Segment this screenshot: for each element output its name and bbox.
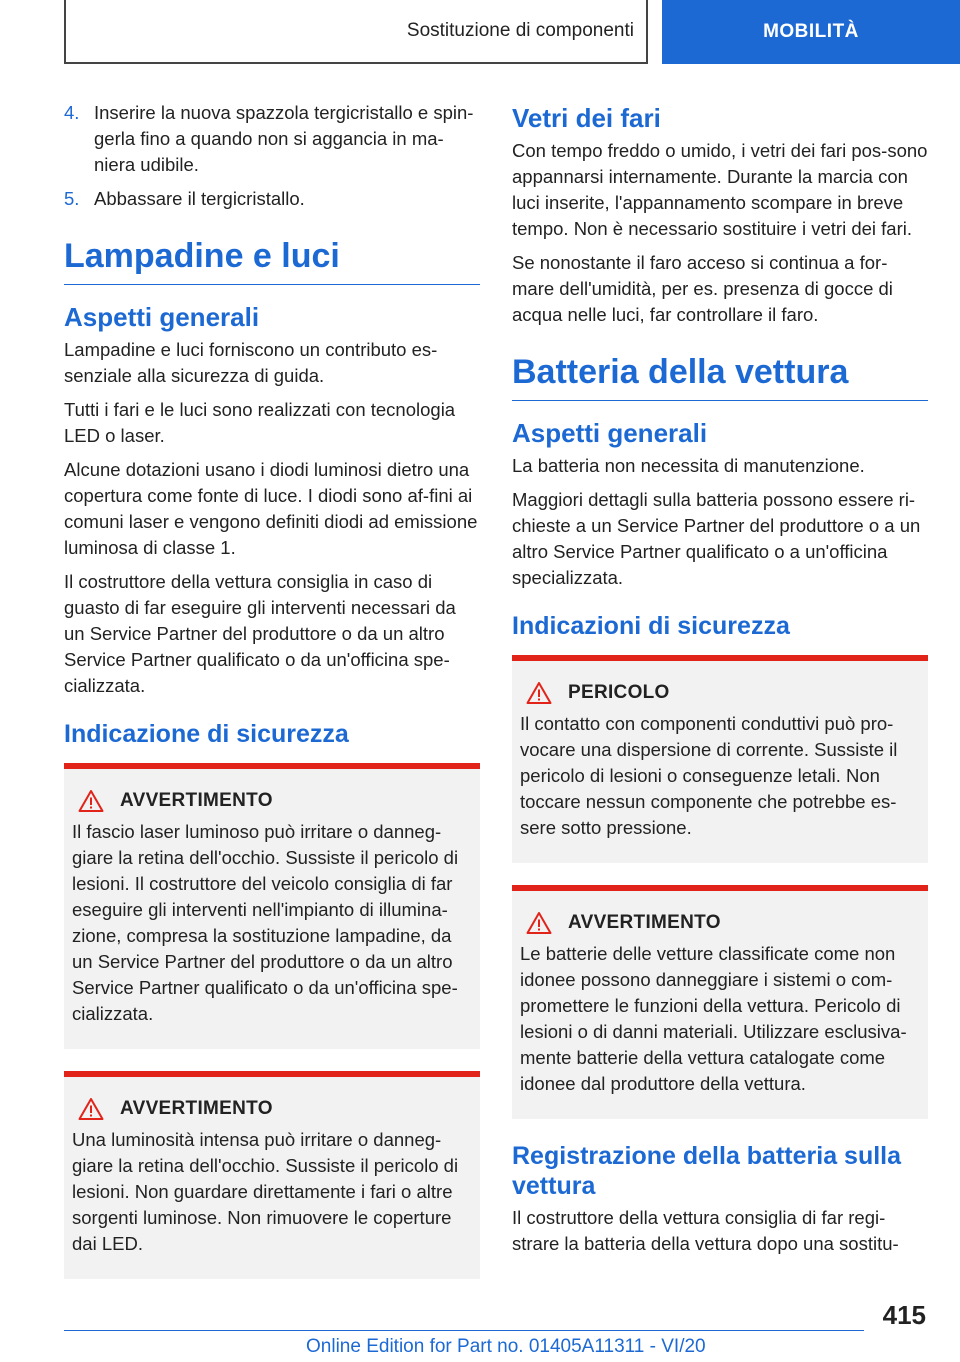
section-heading-batteria: Batteria della vettura bbox=[512, 350, 928, 401]
paragraph: Tutti i fari e le luci sono realizzati con tecnologia LED o laser. bbox=[64, 399, 456, 446]
paragraph: Il costruttore della vettura consiglia di far regi-strare la batteria della vettura dopo una sostitu- bbox=[512, 1207, 899, 1254]
warning-title: PERICOLO bbox=[568, 682, 670, 703]
warning-title: AVVERTIMENTO bbox=[120, 1098, 273, 1119]
warning-title: AVVERTIMENTO bbox=[120, 790, 273, 811]
paragraph: Maggiori dettagli sulla batteria possono essere ri-chieste a un Service Partner del produttore o a un altro Service Partner qualificato o a un'officina specializzata. bbox=[512, 489, 921, 588]
warning-box bbox=[64, 1071, 480, 1279]
step-text: Inserire la nuova spazzola tergicristallo e spin-gerla fino a quando non si aggancia in ma-niera udibile. bbox=[94, 102, 474, 175]
list-item bbox=[64, 186, 480, 212]
paragraph: Con tempo freddo o umido, i vetri dei fari pos-sono appannarsi internamente. Durante la marcia con luci inserite, l'appannamento scompare in breve tempo. Non è necessario sostituire i vetri dei fari. bbox=[512, 140, 928, 239]
warning-text: Il contatto con componenti conduttivi può pro-vocare una dispersione di corrente. Sussiste il pericolo di lesioni o conseguenze letali. Non toccare nessun componente che potrebbe es-sere sotto pressione. bbox=[520, 713, 898, 838]
paragraph: Se nonostante il faro acceso si continua a for-mare dell'umidità, per es. presenza di gocce di acqua nelle luci, far controllare il faro. bbox=[512, 252, 893, 325]
warning-box bbox=[512, 885, 928, 1119]
step-text: Abbassare il tergicristallo. bbox=[94, 188, 305, 209]
step-number: 4. bbox=[64, 102, 80, 123]
warning-header bbox=[520, 681, 920, 705]
header-chapter-title: MOBILITÀ bbox=[763, 21, 859, 42]
warning-text: Il fascio laser luminoso può irritare o danneg-giare la retina dell'occhio. Sussiste il pericolo di lesioni. Il costruttore del veicolo consiglia di far eseguire gli interventi nell'impianto di illumina-zione, compresa la sostituzione lampadine, da un Service Partner del produttore o da un altro Service Partner qualificato o da un'officina spe-cializzata. bbox=[72, 821, 459, 1024]
list-item bbox=[64, 100, 480, 178]
paragraph: Lampadine e luci forniscono un contributo es-senziale alla sicurezza di guida. bbox=[64, 339, 438, 386]
subheading-vetri-fari: Vetri dei fari bbox=[512, 103, 661, 133]
warning-triangle-icon bbox=[526, 911, 552, 935]
warning-triangle-icon bbox=[526, 681, 552, 705]
warning-header bbox=[72, 789, 472, 813]
warning-header bbox=[72, 1097, 472, 1121]
footer-divider bbox=[64, 1330, 864, 1331]
warning-title: AVVERTIMENTO bbox=[568, 912, 721, 933]
subheading-aspetti-generali: Aspetti generali bbox=[64, 302, 260, 332]
step-number: 5. bbox=[64, 188, 80, 209]
section-heading-lampadine: Lampadine e luci bbox=[64, 234, 480, 285]
danger-box bbox=[512, 655, 928, 863]
warning-box bbox=[64, 763, 480, 1049]
subheading-registrazione-batteria: Registrazione della batteria sulla vettura bbox=[512, 1142, 902, 1200]
header-chapter-tab bbox=[662, 0, 960, 64]
left-column bbox=[64, 100, 480, 1301]
step-list bbox=[64, 100, 480, 212]
warning-text: Le batterie delle vetture classificate come non idonee possono danneggiare i sistemi o com-promettere le funzioni della vettura. Pericolo di lesioni o di danni materiali. Utilizzare esclusiva-mente batterie della vettura catalogate come idonee dal produttore della vettura. bbox=[520, 943, 907, 1094]
warning-triangle-icon bbox=[78, 1097, 104, 1121]
paragraph: Il costruttore della vettura consiglia in caso di guasto di far eseguire gli interventi necessari da un Service Partner del produttore o da un altro Service Partner qualificato o da un'officina spe-cializzata. bbox=[64, 571, 456, 696]
page-number: 415 bbox=[882, 1300, 926, 1330]
right-column bbox=[512, 100, 928, 1265]
paragraph: La batteria non necessita di manutenzione. bbox=[512, 455, 865, 476]
warning-header bbox=[520, 911, 920, 935]
subheading-aspetti-generali: Aspetti generali bbox=[512, 418, 708, 448]
warning-triangle-icon bbox=[78, 789, 104, 813]
paragraph: Alcune dotazioni usano i diodi luminosi dietro una copertura come fonte di luce. I diodi sono af-fini ai comuni laser e vengono definiti diodi ad emissione luminosa di classe 1. bbox=[64, 459, 478, 558]
header-section-title: Sostituzione di componenti bbox=[406, 20, 634, 41]
subheading-indicazioni-sicurezza: Indicazioni di sicurezza bbox=[512, 612, 790, 640]
header-section-tab bbox=[64, 0, 648, 64]
footer-edition: Online Edition for Part no. 01405A11311 - VI/20 bbox=[306, 1336, 706, 1357]
warning-text: Una luminosità intensa può irritare o danneg-giare la retina dell'occhio. Sussiste il pericolo di lesioni. Non guardare direttamente i fari o altre sorgenti luminose. Non rimuovere le coperture dai LED. bbox=[72, 1129, 459, 1254]
subheading-indicazione-sicurezza: Indicazione di sicurezza bbox=[64, 720, 349, 748]
